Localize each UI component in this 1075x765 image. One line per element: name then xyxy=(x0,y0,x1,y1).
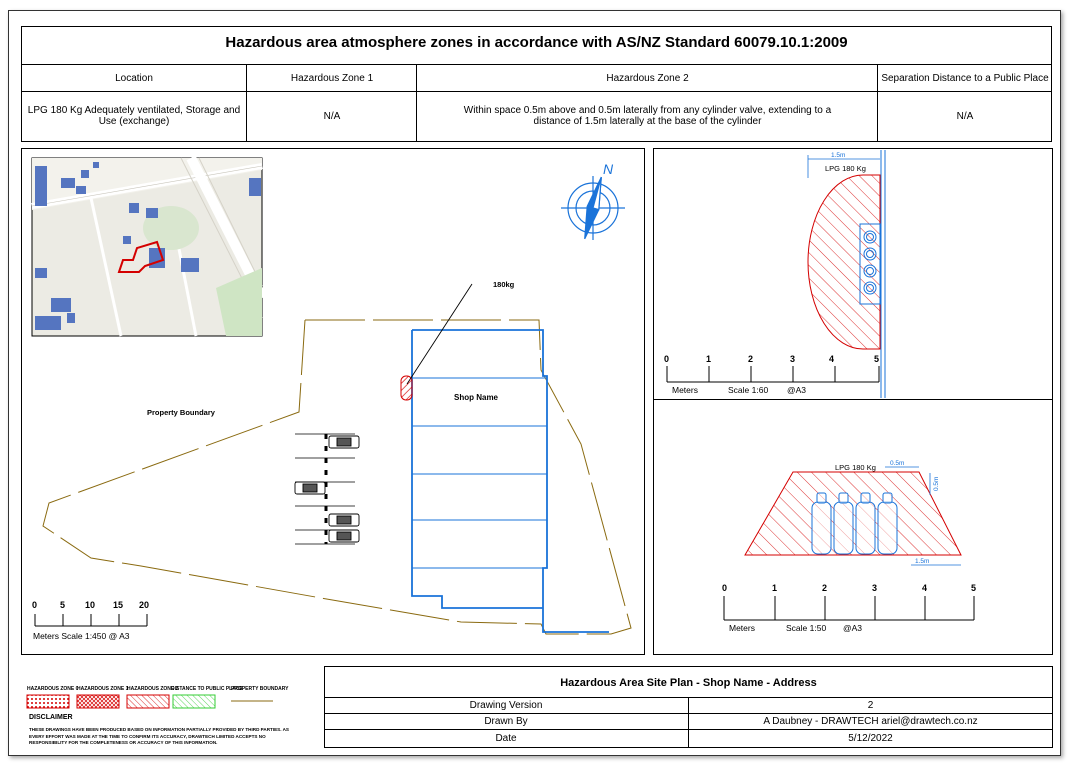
title-block-title: Hazardous Area Site Plan - Shop Name - Address xyxy=(560,677,817,689)
site-scale-label: Meters Scale 1:450 @ A3 xyxy=(33,631,130,641)
drawing-version-label: Drawing Version xyxy=(469,699,543,711)
elevation-scale-tick: 3 xyxy=(872,583,878,593)
elevation-paper-label: @A3 xyxy=(843,623,863,633)
shop-building xyxy=(412,330,609,632)
cylinder-callout-label: 180kg xyxy=(493,280,515,289)
plan-view-drawing xyxy=(653,148,1053,400)
elevation-scale-tick: 4 xyxy=(922,583,928,593)
date-label: Date xyxy=(495,732,517,744)
plan-scale-tick: 2 xyxy=(748,354,754,364)
plan-scale-tick: 0 xyxy=(664,354,670,364)
plan-paper-label: @A3 xyxy=(787,385,807,395)
site-scale-bar xyxy=(35,614,147,626)
site-scale-tick: 5 xyxy=(60,600,66,610)
column-header-zone2: Hazardous Zone 2 xyxy=(416,65,878,91)
site-scale-tick: 10 xyxy=(85,600,96,610)
car-icon xyxy=(329,514,359,526)
elevation-dim-base: 1.5m xyxy=(915,558,930,565)
elevation-cylinder-label: LPG 180 Kg xyxy=(835,463,876,472)
location-map xyxy=(32,158,262,336)
site-scale-tick: 15 xyxy=(113,600,124,610)
disclaimer-title: DISCLAIMER xyxy=(29,714,73,721)
elevation-scale-tick: 5 xyxy=(971,583,977,593)
disclaimer-text: THESE DRAWINGS HAVE BEEN PRODUCED BASED ON INFORMATION PARTIALLY PROVIDED BY THIRD PARTIES. AS EVERY EFFORT WAS MADE AT THE TIME TO CONFIRM ITS ACCURACY, DRAWTECH LIMITED ACCEPTS NO RESPONSIBILITY FOR THE COMPLETENESS OR ACCURACY OF THIS INFORMATION. xyxy=(29,727,289,745)
north-arrow-icon xyxy=(561,176,625,241)
drawing-title: Hazardous area atmosphere zones in accordance with AS/NZ Standard 60079.10.1:2009 xyxy=(225,34,848,51)
plan-hazard-zone xyxy=(808,175,880,349)
plan-scale-tick: 5 xyxy=(874,354,880,364)
site-scale-tick: 20 xyxy=(139,600,150,610)
cell-location: LPG 180 Kg Adequately ventilated, Storage and Use (exchange) xyxy=(27,105,241,127)
cell-separation: N/A xyxy=(877,91,1052,141)
column-header-separation: Separation Distance to a Public Place xyxy=(877,65,1052,91)
cylinder-leader-line xyxy=(407,284,472,384)
drawing-version-value: 2 xyxy=(867,699,874,711)
legend-label-zone1: HAZARDOUS ZONE 1 xyxy=(77,686,129,692)
elevation-scale-bar xyxy=(724,596,974,620)
property-boundary-label: Property Boundary xyxy=(147,408,215,417)
legend-label-zone0: HAZARDOUS ZONE 0 xyxy=(27,686,79,692)
plan-scale-tick: 1 xyxy=(706,354,712,364)
plan-scale-tick: 3 xyxy=(790,354,796,364)
legend-label-zone2: HAZARDOUS ZONE 2 xyxy=(127,686,179,692)
plan-cylinder-label: LPG 180 Kg xyxy=(825,164,866,173)
elevation-scale-tick: 1 xyxy=(772,583,778,593)
drawn-by-label: Drawn By xyxy=(484,715,528,727)
date-value: 5/12/2022 xyxy=(848,732,893,744)
elevation-scale-tick: 2 xyxy=(822,583,828,593)
elevation-units-label: Meters xyxy=(729,623,755,633)
drawn-by-value: A Daubney - DRAWTECH ariel@drawtech.co.nz xyxy=(763,715,978,727)
plan-scale-tick: 4 xyxy=(829,354,835,364)
car-icon xyxy=(329,436,359,448)
plan-dimension-label: 1.5m xyxy=(831,152,846,159)
legend-label-public-place: DISTANCE TO PUBLIC PLACE xyxy=(171,686,243,692)
elevation-scale-label: Scale 1:50 xyxy=(786,623,827,633)
shop-name-label: Shop Name xyxy=(454,393,499,402)
cell-zone1: N/A xyxy=(246,91,417,141)
car-icon xyxy=(329,530,359,542)
elevation-dim-top: 0.5m xyxy=(890,460,905,467)
elevation-dim-side: 0.5m xyxy=(933,476,940,491)
legend-label-property-boundary: PROPERTY BOUNDARY xyxy=(231,686,289,692)
elevation-scale-tick: 0 xyxy=(722,583,728,593)
north-label: N xyxy=(603,161,614,177)
plan-scale-bar xyxy=(667,366,879,382)
site-plan-drawing xyxy=(21,148,645,655)
plan-units-label: Meters xyxy=(672,385,698,395)
column-header-zone1: Hazardous Zone 1 xyxy=(246,65,417,91)
plan-scale-label: Scale 1:60 xyxy=(728,385,769,395)
car-icon xyxy=(295,482,325,494)
site-scale-tick: 0 xyxy=(32,600,38,610)
elevation-view-drawing xyxy=(653,399,1053,655)
cell-zone2: Within space 0.5m above and 0.5m laterally from any cylinder valve, extending to a distance of 1.5m laterally at the base of the cylinder xyxy=(416,91,878,141)
legend-swatches xyxy=(26,693,276,709)
column-header-location: Location xyxy=(115,72,153,84)
